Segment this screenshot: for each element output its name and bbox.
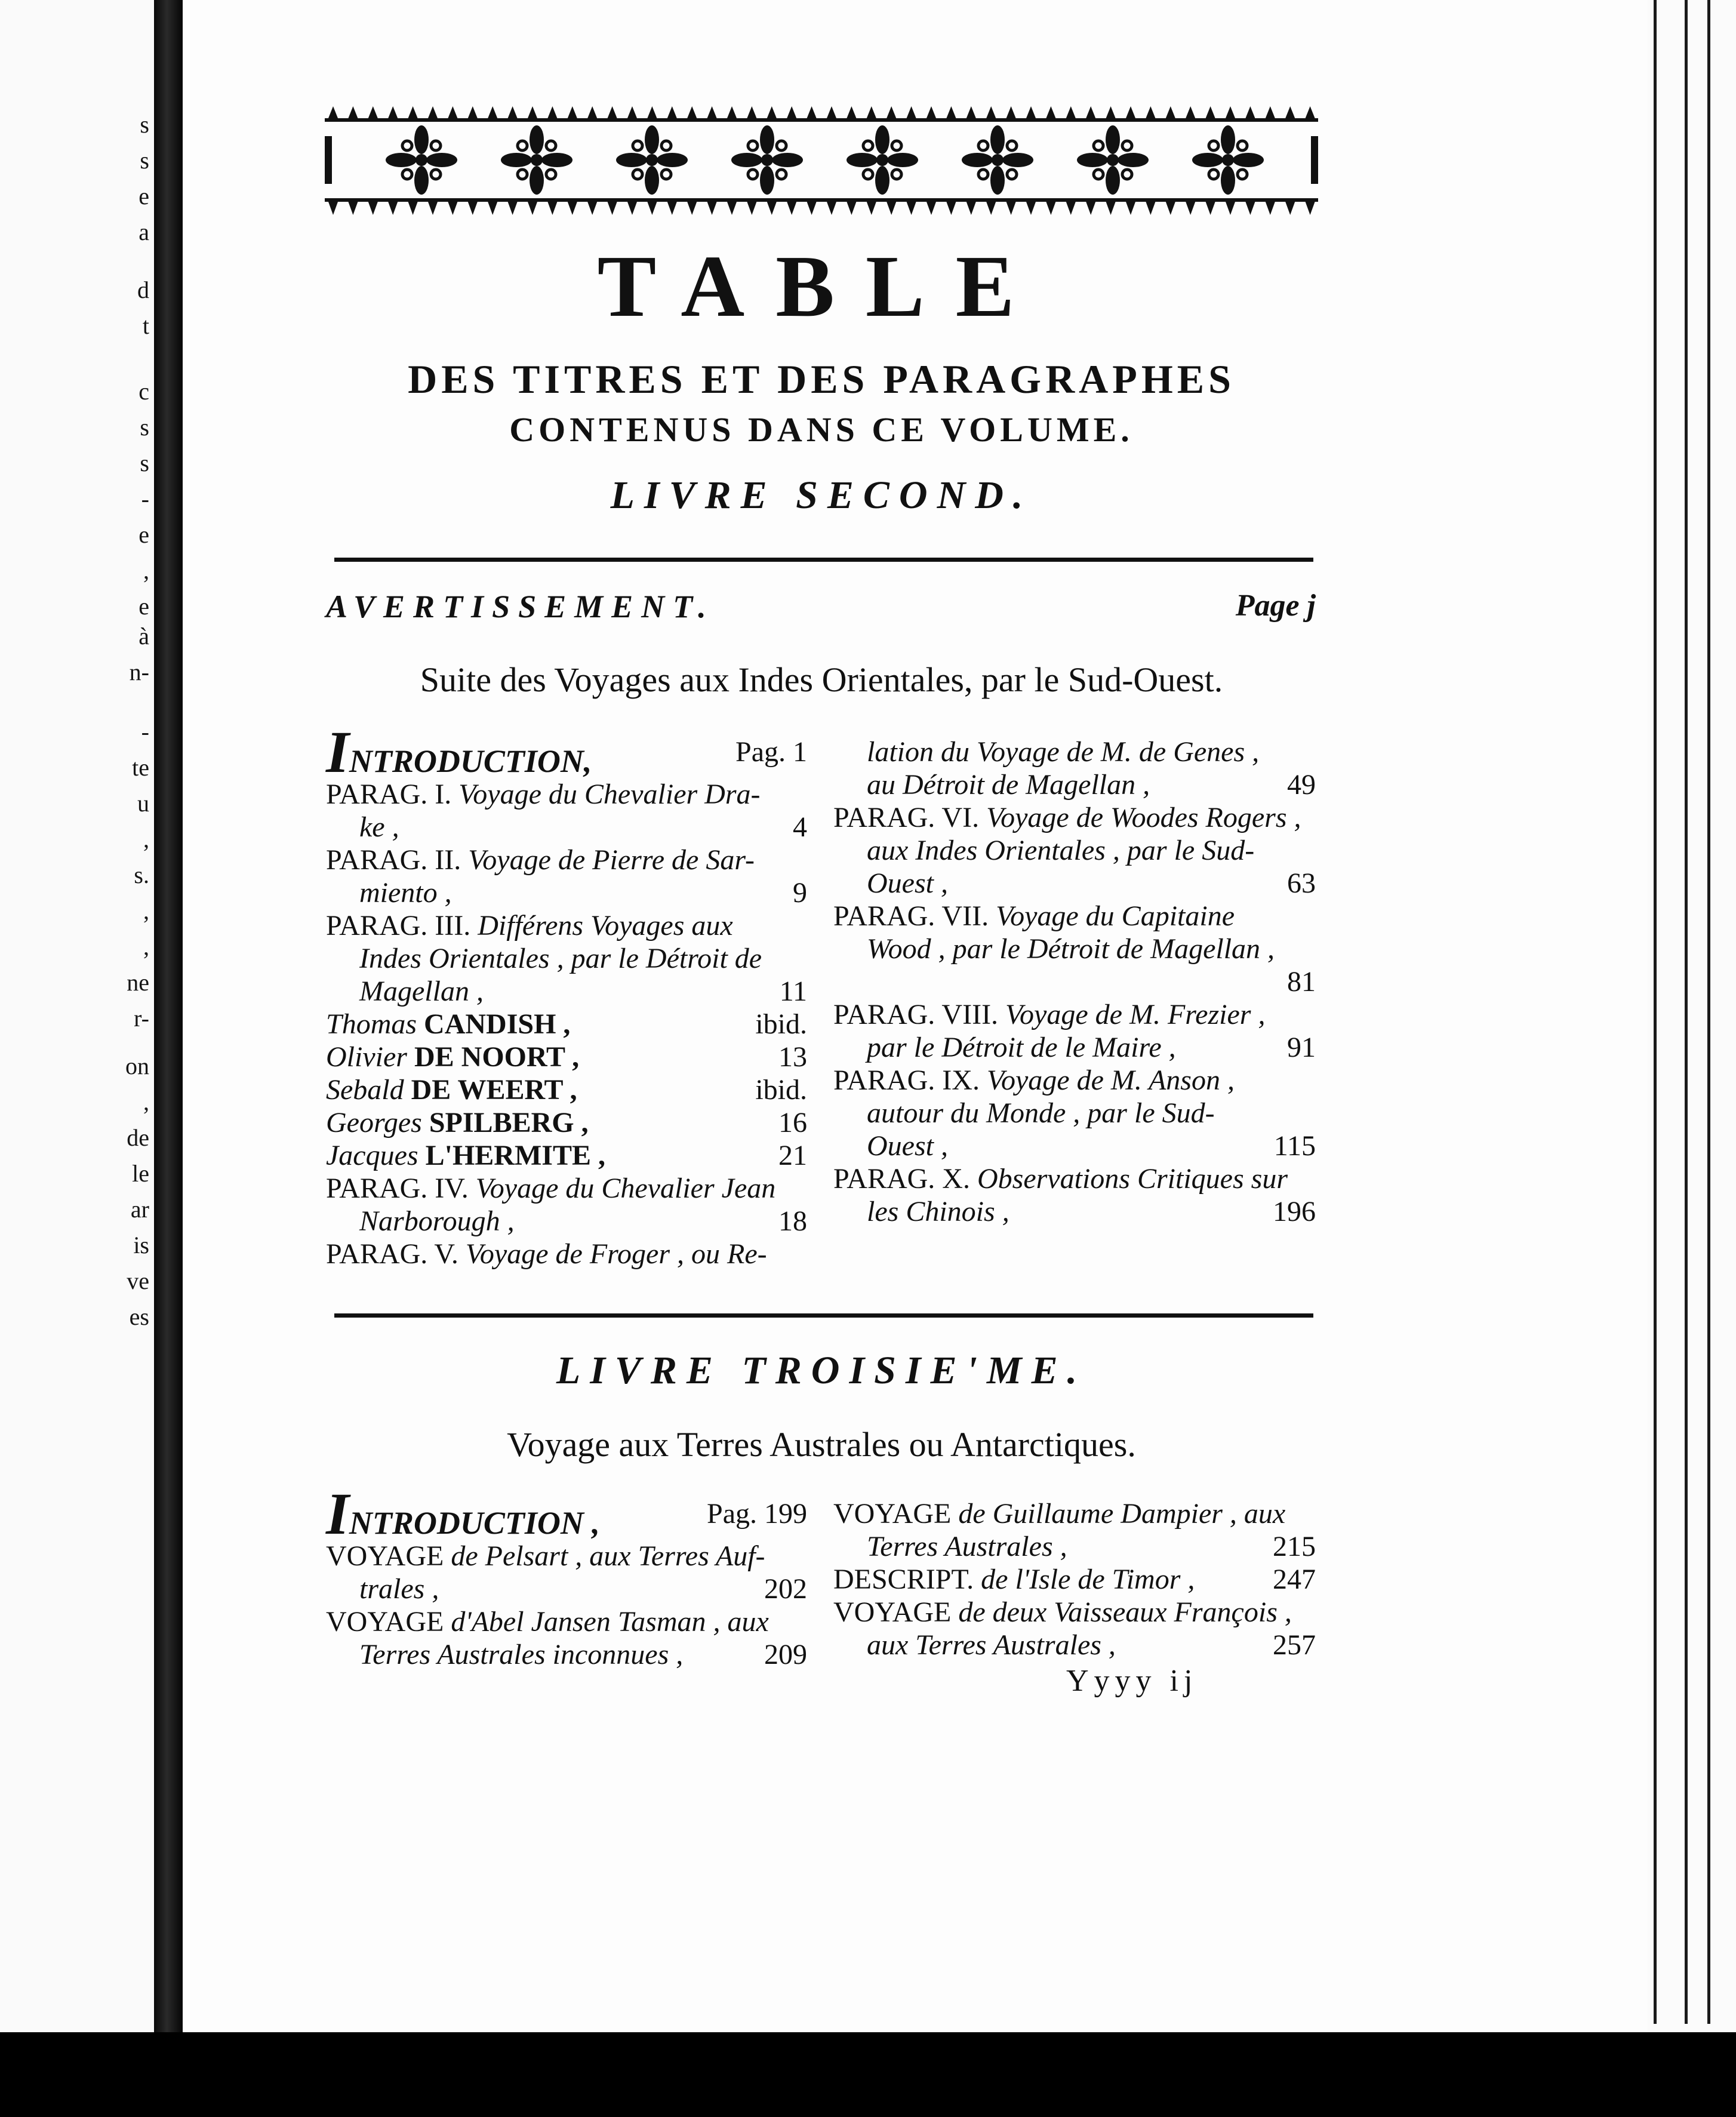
entry-page: 215 bbox=[1273, 1531, 1316, 1562]
entry-text bbox=[326, 1172, 775, 1205]
book-3-heading: LIVRE TROISIE'ME. bbox=[556, 1349, 1087, 1392]
margin-fragment: , bbox=[143, 933, 149, 960]
entry-title: d'Abel Jansen Tasman , aux bbox=[451, 1606, 769, 1638]
entry-title: Narborough , bbox=[359, 1205, 515, 1237]
margin-fragment: on bbox=[125, 1053, 149, 1079]
entry-title: Voyage de Woodes Rogers , bbox=[986, 802, 1301, 833]
margin-fragment: ar bbox=[130, 1196, 149, 1223]
entry-name: DE WEERT , bbox=[411, 1074, 577, 1106]
entry-title: miento , bbox=[359, 877, 452, 909]
toc-entry bbox=[833, 998, 1316, 1031]
entry-prefix: PARAG. II. bbox=[326, 844, 461, 876]
entry-name: SPILBERG , bbox=[429, 1107, 589, 1138]
page-title: TABLE bbox=[597, 238, 1046, 336]
toc-entry bbox=[833, 1195, 1316, 1228]
margin-fragment: e bbox=[138, 183, 149, 210]
margin-fragment: ve bbox=[127, 1267, 149, 1294]
entry-page: ibid. bbox=[755, 1008, 807, 1040]
entry-title: autour du Monde , par le Sud- bbox=[867, 1097, 1215, 1129]
margin-fragment: t bbox=[142, 312, 149, 339]
toc-entry bbox=[833, 834, 1316, 867]
toc-entry bbox=[326, 844, 807, 876]
entry-prefix: VOYAGE bbox=[833, 1498, 952, 1530]
toc-entry bbox=[326, 1638, 807, 1671]
toc-entry bbox=[326, 876, 807, 909]
entry-prefix: PARAG. IV. bbox=[326, 1173, 469, 1204]
margin-fragment: is bbox=[133, 1232, 149, 1258]
margin-fragment: c bbox=[138, 378, 149, 405]
entry-text bbox=[326, 1106, 589, 1139]
toc-entry bbox=[833, 736, 1316, 768]
toc-entry bbox=[326, 1106, 807, 1139]
entry-page: 11 bbox=[779, 976, 807, 1007]
book-page bbox=[183, 0, 1648, 2032]
margin-fragment: d bbox=[137, 276, 149, 303]
toc-entry bbox=[833, 965, 1316, 998]
margin-fragment: de bbox=[127, 1124, 149, 1151]
margin-fragment: , bbox=[143, 826, 149, 853]
entry-page: 196 bbox=[1273, 1196, 1316, 1227]
toc-entry bbox=[326, 1573, 807, 1605]
entry-title: Wood , par le Détroit de Magellan , bbox=[867, 933, 1275, 965]
entry-title: par le Détroit de le Maire , bbox=[867, 1032, 1176, 1063]
margin-fragment: à bbox=[138, 623, 149, 650]
entry-prefix: VOYAGE bbox=[326, 1606, 444, 1638]
entry-text bbox=[359, 876, 452, 909]
entry-page: 9 bbox=[793, 877, 807, 909]
entry-text bbox=[867, 933, 1275, 965]
entry-page: 209 bbox=[764, 1639, 807, 1670]
entry-text bbox=[867, 1530, 1067, 1563]
toc-entry bbox=[326, 719, 807, 785]
entry-title: Thomas bbox=[326, 1008, 417, 1040]
entry-text bbox=[867, 1097, 1215, 1130]
entry-title: les Chinois , bbox=[867, 1196, 1009, 1227]
entry-text bbox=[867, 1629, 1116, 1661]
entry-prefix: PARAG. X. bbox=[833, 1163, 970, 1195]
toc-entry bbox=[833, 1596, 1316, 1629]
facing-page-fragment bbox=[0, 0, 154, 2032]
section-rule bbox=[334, 1313, 1313, 1318]
entry-text bbox=[326, 1238, 767, 1270]
entry-text bbox=[867, 834, 1254, 867]
entry-title: Voyage du Chevalier Dra- bbox=[458, 779, 761, 810]
subtitle-line-2: CONTENUS DANS CE VOLUME. bbox=[509, 410, 1134, 449]
entry-title: Terres Australes inconnues , bbox=[359, 1639, 684, 1670]
entry-page: 16 bbox=[778, 1107, 807, 1138]
toc-entry bbox=[833, 1130, 1316, 1162]
entry-page: 257 bbox=[1273, 1629, 1316, 1661]
entry-prefix: PARAG. VI. bbox=[833, 802, 980, 833]
toc-entry bbox=[326, 1172, 807, 1205]
entry-title: ke , bbox=[359, 811, 399, 843]
entry-text bbox=[359, 1205, 515, 1238]
entry-text bbox=[833, 801, 1301, 834]
margin-fragment: s bbox=[140, 414, 149, 441]
entry-page: 115 bbox=[1273, 1130, 1316, 1162]
page-edges bbox=[1648, 0, 1736, 2032]
margin-fragment: a bbox=[138, 219, 149, 245]
toc-entry bbox=[833, 1530, 1316, 1563]
entry-title: de l'Isle de Timor , bbox=[981, 1564, 1195, 1595]
book-2-subtitle: Suite des Voyages aux Indes Orientales, par le Sud-Ouest. bbox=[420, 660, 1223, 699]
margin-fragment: s. bbox=[134, 861, 149, 888]
entry-text bbox=[326, 1139, 605, 1172]
toc-entry bbox=[833, 1064, 1316, 1097]
toc-entry bbox=[833, 1162, 1316, 1195]
toc-entry bbox=[326, 1540, 807, 1573]
entry-prefix: PARAG. III. bbox=[326, 910, 471, 941]
margin-fragment: - bbox=[141, 485, 149, 512]
entry-text bbox=[326, 909, 733, 942]
margin-fragment: r- bbox=[134, 1005, 149, 1032]
entry-page: Pag. 199 bbox=[707, 1498, 807, 1530]
entry-title: lation du Voyage de M. de Genes , bbox=[867, 736, 1260, 768]
entry-title: Magellan , bbox=[359, 976, 484, 1007]
entry-prefix: PARAG. V. bbox=[326, 1238, 458, 1270]
entry-text bbox=[833, 1497, 1285, 1530]
book-2-left-column bbox=[326, 719, 807, 1270]
entry-prefix: VOYAGE bbox=[326, 1540, 444, 1572]
entry-name: CANDISH , bbox=[424, 1008, 571, 1040]
entry-title: de Guillaume Dampier , aux bbox=[958, 1498, 1286, 1530]
entry-title: Voyage de Froger , ou Re- bbox=[465, 1238, 767, 1270]
margin-fragment: s bbox=[140, 450, 149, 476]
toc-entry bbox=[326, 1238, 807, 1270]
entry-page: 91 bbox=[1287, 1032, 1316, 1063]
entry-text bbox=[867, 1130, 948, 1162]
entry-text bbox=[867, 768, 1150, 801]
entry-text bbox=[326, 1481, 600, 1547]
entry-title: aux Terres Australes , bbox=[867, 1629, 1116, 1661]
toc-entry bbox=[833, 1563, 1316, 1596]
entry-text bbox=[326, 1041, 579, 1073]
margin-fragment: es bbox=[129, 1303, 149, 1330]
entry-title: Voyage du Chevalier Jean bbox=[475, 1173, 776, 1204]
avertissement-page: Page j bbox=[1235, 589, 1316, 623]
entry-title: Différens Voyages aux bbox=[478, 910, 733, 941]
entry-title: Ouest , bbox=[867, 867, 948, 899]
entry-prefix: DESCRIPT. bbox=[833, 1564, 974, 1595]
toc-entry bbox=[326, 1205, 807, 1238]
entry-title: Georges bbox=[326, 1107, 422, 1138]
entry-title: Indes Orientales , par le Détroit de bbox=[359, 943, 762, 974]
margin-fragment: e bbox=[138, 593, 149, 620]
margin-fragment: ne bbox=[127, 969, 149, 996]
margin-fragment: s bbox=[140, 111, 149, 138]
entry-text bbox=[326, 778, 761, 811]
toc-entry bbox=[326, 909, 807, 942]
entry-prefix: PARAG. VII. bbox=[833, 900, 989, 932]
entry-text bbox=[326, 1605, 769, 1638]
entry-text bbox=[359, 942, 762, 975]
margin-fragment: , bbox=[143, 1088, 149, 1115]
drop-cap: I bbox=[326, 719, 349, 785]
toc-entry bbox=[326, 778, 807, 811]
toc-entry bbox=[326, 1605, 807, 1638]
book-3-right-column bbox=[833, 1497, 1316, 1661]
entry-name: DE NOORT , bbox=[414, 1041, 580, 1073]
entry-page: 63 bbox=[1287, 867, 1316, 899]
entry-title: NTRODUCTION, bbox=[349, 743, 592, 779]
entry-page: 81 bbox=[1287, 966, 1316, 998]
headpiece-ornament bbox=[320, 100, 1323, 220]
book-3-subtitle: Voyage aux Terres Australes ou Antarctiques. bbox=[507, 1425, 1136, 1464]
entry-prefix: PARAG. I. bbox=[326, 779, 452, 810]
entry-text bbox=[867, 867, 948, 900]
entry-text bbox=[326, 1540, 765, 1573]
entry-text bbox=[833, 900, 1235, 933]
entry-title: au Détroit de Magellan , bbox=[867, 769, 1150, 801]
entry-text bbox=[833, 1596, 1292, 1629]
toc-entry bbox=[833, 1097, 1316, 1130]
entry-text bbox=[326, 844, 755, 876]
book-3-left-column bbox=[326, 1481, 807, 1671]
signature-mark: Yyyy ij bbox=[1066, 1664, 1198, 1698]
entry-page: 202 bbox=[764, 1573, 807, 1605]
entry-text bbox=[359, 975, 484, 1008]
entry-page: 247 bbox=[1273, 1564, 1316, 1595]
entry-title: Observations Critiques sur bbox=[977, 1163, 1288, 1195]
entry-title: Terres Australes , bbox=[867, 1531, 1067, 1562]
entry-prefix: PARAG. IX. bbox=[833, 1064, 980, 1096]
book-gutter bbox=[154, 0, 183, 2032]
toc-entry bbox=[326, 942, 807, 975]
margin-fragment: u bbox=[137, 790, 149, 817]
toc-entry bbox=[326, 1139, 807, 1172]
toc-entry bbox=[326, 1041, 807, 1073]
entry-title: Voyage de Pierre de Sar- bbox=[468, 844, 755, 876]
book-2-right-column bbox=[833, 736, 1316, 1228]
toc-entry bbox=[326, 1073, 807, 1106]
toc-entry bbox=[326, 811, 807, 844]
margin-fragment: n- bbox=[129, 659, 149, 685]
margin-fragment: le bbox=[132, 1160, 149, 1187]
entry-text bbox=[359, 1638, 683, 1671]
entry-text bbox=[867, 1031, 1176, 1064]
margin-fragment: , bbox=[143, 897, 149, 924]
entry-prefix: VOYAGE bbox=[833, 1596, 952, 1628]
toc-entry bbox=[833, 1629, 1316, 1661]
entry-title: de deux Vaisseaux François , bbox=[958, 1596, 1292, 1628]
margin-fragment: - bbox=[141, 718, 149, 745]
entry-name: L'HERMITE , bbox=[425, 1140, 605, 1171]
entry-title: Voyage de M. Anson , bbox=[986, 1064, 1235, 1096]
toc-entry bbox=[833, 1031, 1316, 1064]
margin-fragment: , bbox=[143, 557, 149, 584]
entry-text bbox=[326, 719, 592, 785]
entry-title: Ouest , bbox=[867, 1130, 948, 1162]
entry-text bbox=[833, 1162, 1288, 1195]
entry-text bbox=[359, 811, 399, 844]
entry-text bbox=[867, 1195, 1009, 1228]
entry-text bbox=[326, 1073, 577, 1106]
drop-cap: I bbox=[326, 1481, 349, 1547]
entry-text bbox=[833, 998, 1265, 1031]
entry-title: de Pelsart , aux Terres Auf- bbox=[451, 1540, 765, 1572]
margin-fragment: te bbox=[132, 754, 149, 781]
avertissement-entry bbox=[326, 588, 1316, 625]
entry-title: NTRODUCTION , bbox=[349, 1505, 600, 1541]
margin-fragment: e bbox=[138, 521, 149, 548]
entry-text bbox=[359, 1573, 439, 1605]
toc-entry bbox=[833, 933, 1316, 965]
section-rule bbox=[334, 558, 1313, 562]
entry-title: Olivier bbox=[326, 1041, 407, 1073]
entry-title: Jacques bbox=[326, 1140, 418, 1171]
entry-text bbox=[867, 736, 1259, 768]
entry-prefix: PARAG. VIII. bbox=[833, 999, 999, 1030]
entry-page: 21 bbox=[778, 1140, 807, 1171]
margin-fragment: s bbox=[140, 147, 149, 174]
entry-title: trales , bbox=[359, 1573, 439, 1605]
toc-entry bbox=[326, 975, 807, 1008]
entry-title: Voyage du Capitaine bbox=[996, 900, 1235, 932]
toc-entry bbox=[326, 1008, 807, 1041]
book-2-heading: LIVRE SECOND. bbox=[610, 473, 1033, 517]
entry-text bbox=[833, 1563, 1195, 1596]
entry-page: ibid. bbox=[755, 1074, 807, 1106]
avertissement-label: AVERTISSEMENT. bbox=[326, 589, 715, 624]
toc-entry bbox=[326, 1481, 807, 1547]
entry-page: 49 bbox=[1287, 769, 1316, 801]
entry-text bbox=[833, 1064, 1235, 1097]
entry-title: Voyage de M. Frezier , bbox=[1005, 999, 1266, 1030]
toc-entry bbox=[833, 1497, 1316, 1530]
entry-page: 4 bbox=[793, 811, 807, 843]
subtitle-line-1: DES TITRES ET DES PARAGRAPHES bbox=[408, 356, 1235, 402]
entry-text bbox=[326, 1008, 570, 1041]
entry-title: Sebald bbox=[326, 1074, 404, 1106]
toc-entry bbox=[833, 900, 1316, 933]
toc-entry bbox=[833, 768, 1316, 801]
entry-page: 18 bbox=[778, 1205, 807, 1237]
toc-entry bbox=[833, 801, 1316, 834]
entry-title: aux Indes Orientales , par le Sud- bbox=[867, 835, 1255, 866]
entry-page: 13 bbox=[778, 1041, 807, 1073]
toc-entry bbox=[833, 867, 1316, 900]
entry-page: Pag. 1 bbox=[735, 736, 807, 768]
